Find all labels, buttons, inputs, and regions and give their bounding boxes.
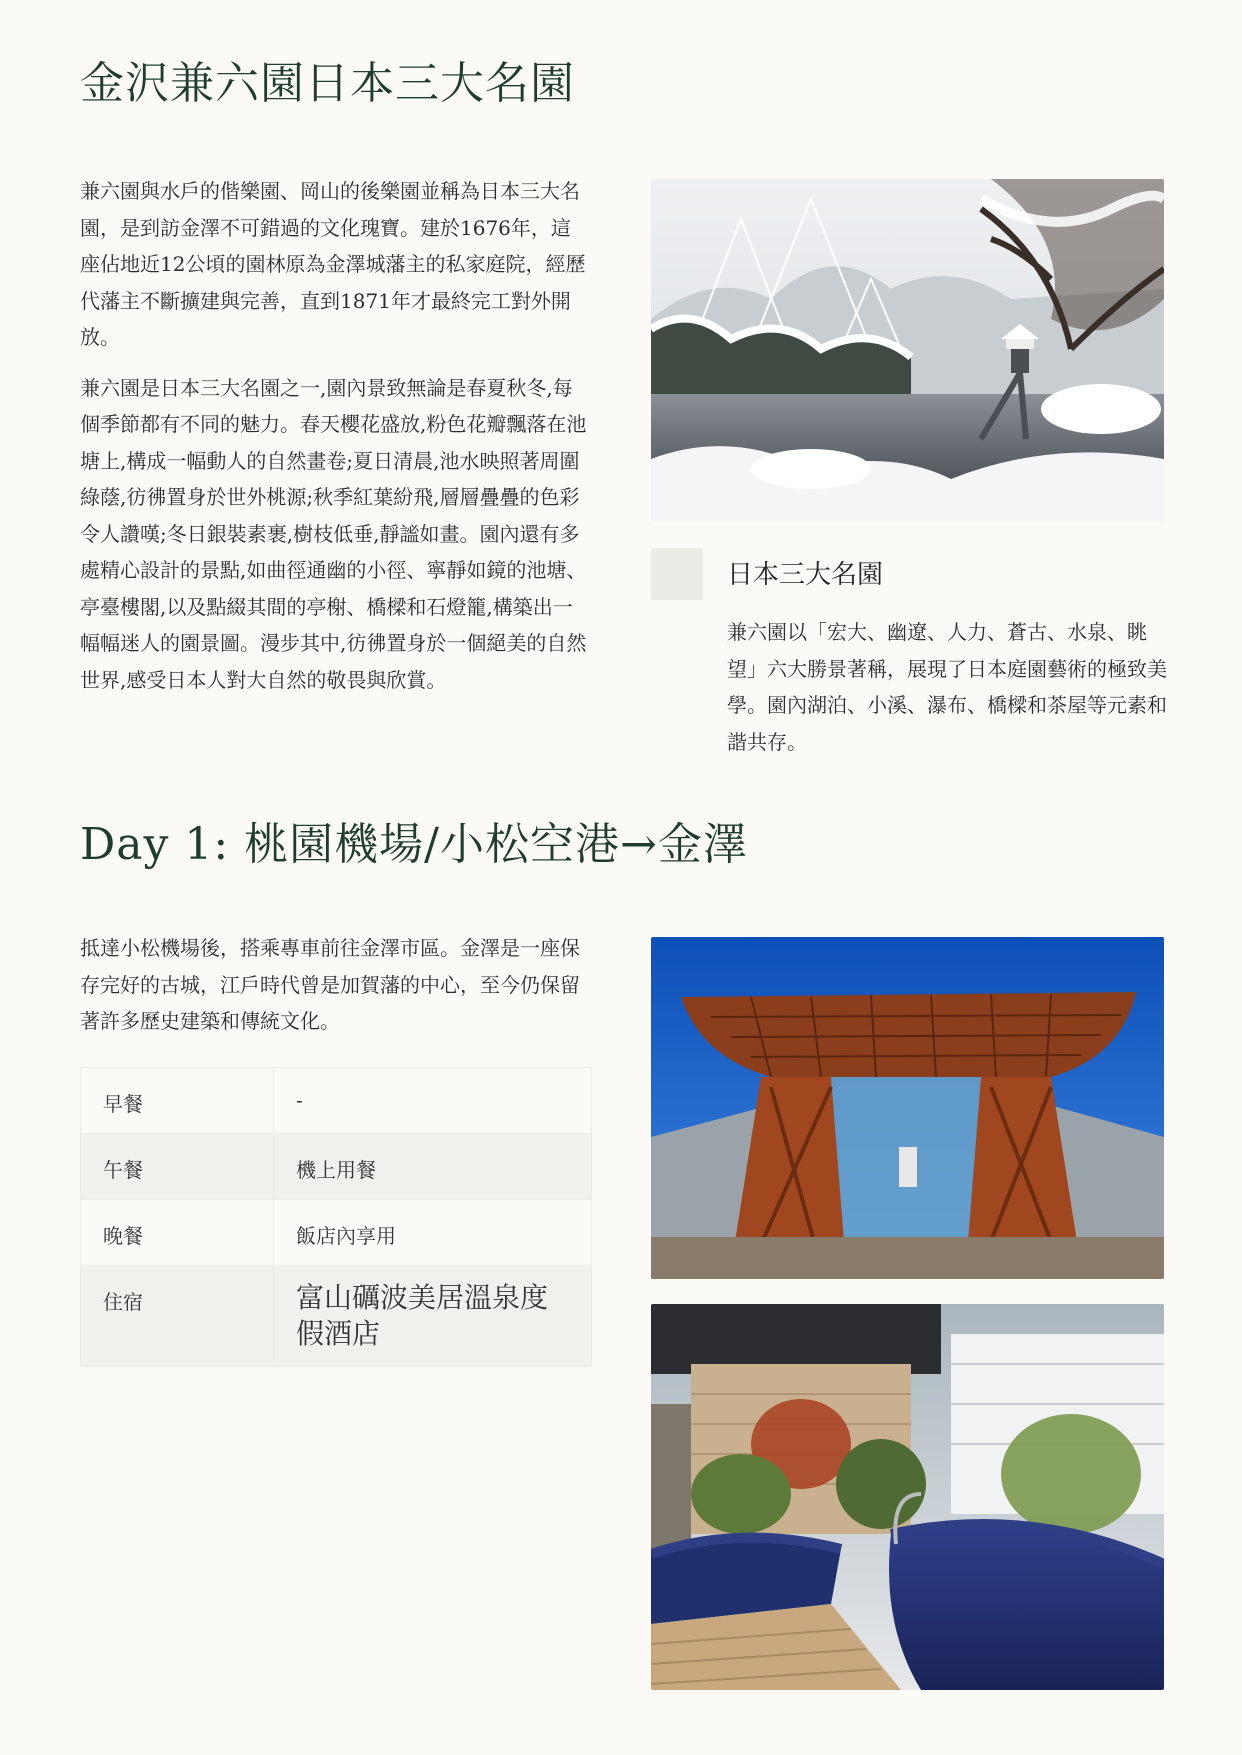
photo-tsuzumi-gate bbox=[651, 937, 1164, 1279]
meal-label: 早餐 bbox=[81, 1068, 274, 1134]
paragraph-history: 兼六園與水戶的偕樂園、岡山的後樂園並稱為日本三大名園，是到訪金澤不可錯過的文化瑰寶。建於1676年，這座佔地近12公頃的園林原為金澤城藩主的私家庭院，經歷代藩主不斷擴建與完善，直到1871年才最終完工對外開放。 bbox=[80, 179, 586, 349]
photo-snow-garden bbox=[651, 179, 1164, 521]
meal-row-dinner bbox=[81, 1200, 592, 1266]
meal-value: - bbox=[274, 1068, 592, 1134]
meal-label: 晚餐 bbox=[81, 1200, 274, 1266]
meal-table bbox=[80, 1067, 592, 1367]
section-title-day1: Day 1: 桃園機場/小松空港→金澤 bbox=[80, 819, 748, 870]
meal-row-lunch bbox=[81, 1134, 592, 1200]
paragraph-seasons: 兼六園是日本三大名園之一,園內景致無論是春夏秋冬,每個季節都有不同的魅力。春天櫻花盛放,粉色花瓣飄落在池塘上,構成一幅動人的自然畫卷;夏日清晨,池水映照著周圍綠蔭,彷彿置身於世外桃源;秋季紅葉紛飛,層層疊疊的色彩令人讚嘆;冬日銀裝素裹,樹枝低垂,靜謐如畫。園內還有多處精心設計的景點,如曲徑通幽的小徑、寧靜如鏡的池塘、亭臺樓閣,以及點綴其間的亭榭、橋樑和石燈籠,構築出一幅幅迷人的園景圖。漫步其中,彷彿置身於一個絕美的自然世界,感受日本人對大自然的敬畏與欣賞。 bbox=[80, 375, 587, 692]
day1-intro: 抵達小松機場後，搭乘專車前往金澤市區。金澤是一座保存完好的古城，江戶時代曾是加賀藩的中心，至今仍保留著許多歷史建築和傳統文化。 bbox=[80, 936, 580, 1033]
meal-label: 住宿 bbox=[81, 1266, 274, 1367]
meal-value: 機上用餐 bbox=[274, 1134, 592, 1200]
meal-value: 富山礪波美居溫泉度假酒店 bbox=[274, 1266, 592, 1367]
photo-onsen-hotel bbox=[651, 1304, 1164, 1690]
section-title-kenrokuen: 金沢兼六園日本三大名園 bbox=[80, 58, 575, 109]
meal-row-lodging bbox=[81, 1266, 592, 1367]
side-note-marker bbox=[651, 548, 703, 600]
meal-label: 午餐 bbox=[81, 1134, 274, 1200]
side-note-text: 兼六園以「宏大、幽遼、人力、蒼古、水泉、眺望」六大勝景著稱，展現了日本庭園藝術的極致美學。園內湖泊、小溪、瀑布、橋樑和茶屋等元素和諧共存。 bbox=[727, 620, 1167, 754]
meal-value: 飯店內享用 bbox=[274, 1200, 592, 1266]
intro-column bbox=[80, 173, 590, 698]
side-note-title: 日本三大名園 bbox=[727, 560, 884, 590]
meal-row-breakfast bbox=[81, 1068, 592, 1134]
